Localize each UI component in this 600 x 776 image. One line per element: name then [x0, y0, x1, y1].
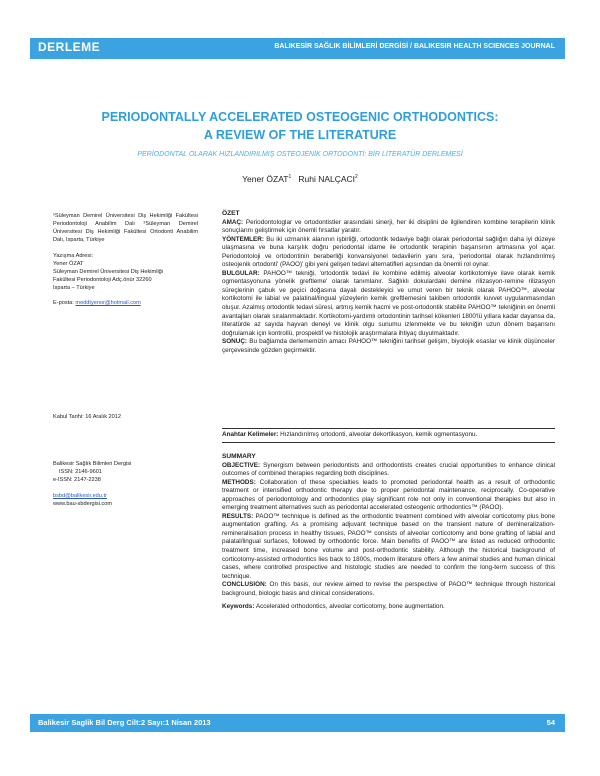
ozet-yontemler: [222, 236, 555, 270]
title-line1: PERIODONTALLY ACCELERATED OSTEOGENIC ORTHODONTICS:: [101, 110, 499, 124]
author-2: Ruhi NALÇACI: [298, 174, 356, 184]
summary-objective: [222, 462, 555, 479]
ozet-yontemler-label: YÖNTEMLER:: [222, 235, 264, 243]
website-link[interactable]: www.bau-sbdergisi.com: [53, 501, 113, 507]
correspondence-address-1: Süleyman Demirel Üniversitesi Diş Hekimliği: [53, 269, 164, 275]
correspondence-name: Yener ÖZAT: [53, 261, 84, 267]
sidebar: [53, 212, 198, 307]
author-1-affiliation: 1: [288, 174, 292, 181]
footer-bar: [30, 714, 565, 732]
authors: [0, 174, 600, 184]
ozet-bulgular-text: PAHOO™ tekniği, 'ortodontik tedavi ile kombine edilmiş alveolar kortikotomiye ilave olarak kemik ogmentasyonuna yönelik greftleme' olarak tanımlanır. Sağlıklı dokulardaki demine rilizasyon-remine rilizasyon süreçlerinin çabuk ve geçici doğasına dayalı destekleyici ve umut veren bir teknik olarak PAHOO™, alveolar kortikotomi ile labial ve palatinal/lingual yüzeylerin kemik greftlemesini takiben ortodontik kuvvet uygulanmasından oluşur. Azalmış ortodontik tedavi süresi, artmış kemik hacmi ve post-ortodontik stabilite PAHOO™ tekniğinin en önemli avantajları olarak sıralanmaktadır. Kortikotomi-yardımlı ortodontinin tarihsel kökenleri 1800'lü yıllara kadar dayansa da, literatürde az sayıda hayvan deneyi ve klinik olgu sunumu izlenmekte ve bu tekniğin uzun dönem başarısını doğrulamak için kontrollü, prospektif ve histolojik araştırmalara ihtiyaç duyulmaktadır.: [222, 269, 555, 337]
summary-results: [222, 513, 555, 581]
summary-conclusion-text: On this basis, our review aimed to revise the perspective of PAOO™ technique through historical background, biologic basis and clinical considerations.: [222, 581, 556, 597]
summary-methods: [222, 479, 555, 513]
summary-objective-text: Synergism between periodontists and orthodontists creates crucial opportunities to enhance clinical outcomes of combined therapies regarding both disciplines.: [222, 461, 556, 478]
ozet-sonuc: [222, 338, 555, 355]
author-1: Yener ÖZAT: [242, 174, 289, 184]
summary-methods-label: METHODS:: [222, 478, 256, 486]
title-line2: A REVIEW OF THE LITERATURE: [203, 128, 397, 142]
ozet-section: [222, 210, 555, 355]
issn: ISSN: 2146-9601: [59, 469, 102, 475]
email-row: [53, 299, 198, 307]
summary-keywords-text: Accelerated orthodontics, alveolar corticotomy, bone augmentation.: [255, 603, 445, 611]
summary-results-label: RESULTS:: [222, 512, 254, 520]
ozet-keywords-label: Anahtar Kelimeler:: [222, 431, 279, 438]
divider-top: [222, 428, 555, 429]
author-2-affiliation: 2: [355, 174, 358, 181]
affiliation: ¹Süleyman Demirel Üniversitesi Diş Hekimliği Fakültesi Periodontoloji Anabilim Dalı ²Süleyman Demirel Üniversitesi Diş Hekimliği Fakültesi Ortodonti Anabilim Dalı, Isparta, Türkiye: [53, 213, 198, 243]
turkish-title: PERİODONTAL OLARAK HIZLANDIRILMIŞ OSTEOJENİK ORTODONTİ: BİR LİTERATÜR DERLEMESİ: [137, 151, 463, 158]
divider-bottom: [222, 442, 555, 443]
ozet-amac: [222, 219, 555, 236]
section-label: DERLEME: [38, 40, 101, 54]
summary-section: [222, 453, 555, 612]
journal-email-link[interactable]: bsbd@balikesir.edu.tr: [53, 493, 107, 499]
header-bar: [30, 38, 565, 59]
page-number: 54: [546, 718, 555, 727]
email-link[interactable]: meddtyenor@hotmail.com: [75, 300, 141, 306]
footer-citation: Balikesir Saglik Bil Derg Cilt:2 Sayı:1 Nisan 2013: [38, 718, 211, 727]
summary-keywords: [222, 603, 555, 612]
journal-info: [53, 460, 198, 508]
journal-banner: BALIKESİR SAĞLIK BİLİMLERİ DERGİSİ / BALIKESIR HEALTH SCIENCES JOURNAL: [274, 43, 555, 50]
ozet-bulgular-label: BULGULAR:: [222, 269, 260, 277]
journal-name: Balikesir Sağlık Bilimleri Dergisi: [53, 461, 132, 467]
ozet-keywords: [222, 431, 555, 440]
accepted-date: Kabul Tarihi: 16 Aralık 2012: [53, 414, 121, 420]
summary-conclusion-label: CONCLUSION:: [222, 581, 267, 589]
summary-heading: SUMMARY: [222, 453, 256, 460]
summary-results-text: PAOO™ technique is defined as the orthodontic treatment combined with alveolar corticotomy plus bone augmentation grafting. As a promising adjuvant technique based on the transient nature of demineralization-remineralisation process in healthy tissues, PAOO™ consists of alveolar corticotomy and bone grafting of labial and palatal/lingual surfaces, followed by orthodontic force. Main benefits of PAOO™ are listed as reduced orthodontic treatment time, increased bone volume and post-orthodontic stability. Although the historical background of corticotomy-assisted orthodontics lies back to 1800s, modern literature offers a few animal studies and human clinical cases, where controlled prospective and histologic studies are needed to confirm the long-term success of this technique.: [222, 512, 555, 580]
correspondence-title: Yazışma Adresi:: [53, 253, 93, 259]
ozet-amac-label: AMAÇ:: [222, 218, 244, 226]
ozet-yontemler-text: Bu iki uzmanlık alanının işbirliği, ortodontik tedaviye bağlı olarak periodontal sağlığın daha iyi düzeye ulaşmasına ve buna karşılık doğru periodontal idame ile ortodontik terapinin başarısının artmasına yol açar. Periodontoloji ve ortodontinin beraberliği konvansiyonel tedavilerin yanı sıra, 'periodontal olarak hızlandırılmış osteojenik ortodonti' (PAOO)' gibi yeni gelişen tedavi alternatifleri açısından da önemli rol oynar.: [222, 235, 555, 269]
email-label: E-posta:: [53, 300, 74, 306]
ozet-bulgular: [222, 270, 555, 338]
ozet-sonuc-label: SONUÇ:: [222, 338, 248, 346]
ozet-amac-text: Periodontologlar ve ortodontistler arasındaki sinerji, her iki disiplini de ilgilendiren kombine terapilerin klinik sonuçlarını geliştirmek için önemli fırsatlar yaratır.: [222, 218, 556, 235]
correspondence-address-2: Fakültesi Periodontoloji Adç.önür 32260: [53, 277, 152, 283]
ozet-keywords-text: Hızlandırılmış ortodonti, alveolar dekortikasyon, kemik ogmentasyonu.: [280, 431, 478, 438]
summary-objective-label: OBJECTIVE:: [222, 461, 261, 469]
correspondence-address-3: Isparta – Türkiye: [53, 285, 95, 291]
summary-conclusion: [222, 581, 555, 598]
ozet-sonuc-text: Bu bağlamda derlememizin amacı PAHOO™ tekniğini tarihsel gelişim, biyolojik esaslar ve klinik düşünceler çerçevesinde gözden geçirmektir.: [222, 338, 555, 354]
e-issn: e-ISSN: 2147-2238: [53, 477, 101, 483]
summary-keywords-label: Keywords:: [222, 603, 255, 611]
summary-methods-text: Collaboration of these specialties leads to promoted periodontal health as a result of orthodontic treatment or intensified orthodontic therapy due to proper periodontal maintenance, reciprocally. Co-operative approaches of periodontology and orthodontics play significant role not only in conventional therapies but also in emerging treatment alternatives such as periodontal accelerated osteogenic orthodontics™ (PAOO).: [222, 478, 556, 512]
ozet-heading: ÖZET: [222, 210, 240, 217]
